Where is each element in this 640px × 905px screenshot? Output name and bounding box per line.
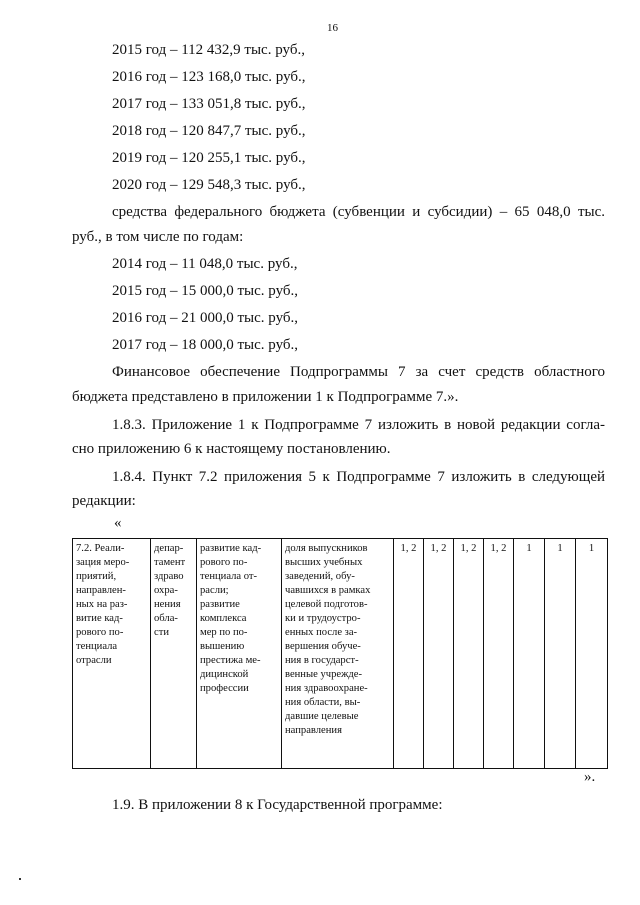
year-line-2018: 2018 год – 120 847,7 тыс. руб., <box>112 123 306 139</box>
value-cell: 1, 2 <box>394 539 424 769</box>
executor-cell: депар- тамент здраво охра- нения обла- сти <box>151 539 197 769</box>
fed-year-line-2017: 2017 год – 18 000,0 тыс. руб., <box>112 337 299 353</box>
stray-mark <box>19 878 21 880</box>
value-cell: 1, 2 <box>484 539 514 769</box>
opening-quote: « <box>114 515 122 531</box>
tasks-cell: развитие кад- рового по- тенциала от- расли; развитие комплекса мер по по- вышению престижа ме- дицинской профессии <box>197 539 282 769</box>
value-cell: 1, 2 <box>454 539 484 769</box>
fed-year-line-2014: 2014 год – 11 048,0 тыс. руб., <box>112 256 298 272</box>
value-cell: 1 <box>545 539 576 769</box>
year-line-2017: 2017 год – 133 051,8 тыс. руб., <box>112 96 306 112</box>
subprogram-table <box>72 538 608 769</box>
value-cell: 1 <box>576 539 608 769</box>
clause-1-8-4-line-2: редакции: <box>72 493 136 509</box>
clause-1-8-3-line: 1.8.3. Приложение 1 к Подпрограмме 7 изложить в новой редакции согла- <box>112 417 605 433</box>
finance-paragraph-line-2: бюджета представлено в приложении 1 к Подпрограмме 7.». <box>72 389 459 405</box>
federal-funds-line: средства федерального бюджета (субвенции и субсидии) – 65 048,0 тыс. <box>112 204 605 220</box>
finance-paragraph-line: Финансовое обеспечение Подпрограммы 7 за счет средств областного <box>112 364 605 380</box>
value-cell: 1 <box>514 539 545 769</box>
federal-funds-line-2: руб., в том числе по годам: <box>72 229 244 245</box>
fed-year-line-2016: 2016 год – 21 000,0 тыс. руб., <box>112 310 299 326</box>
measure-name-cell: 7.2. Реали- зация меро- приятий, направлен- ных на раз- витие кад- рового по- тенциала отрасли <box>73 539 151 769</box>
table-row <box>73 539 608 769</box>
year-line-2020: 2020 год – 129 548,3 тыс. руб., <box>112 177 306 193</box>
year-line-2015: 2015 год – 112 432,9 тыс. руб., <box>112 42 305 58</box>
clause-1-9-line: 1.9. В приложении 8 к Государственной программе: <box>112 797 443 813</box>
year-line-2019: 2019 год – 120 255,1 тыс. руб., <box>112 150 306 166</box>
clause-1-8-3-line-2: сно приложению 6 к настоящему постановлению. <box>72 441 391 457</box>
closing-quote: ». <box>584 769 596 785</box>
clause-1-8-4-line: 1.8.4. Пункт 7.2 приложения 5 к Подпрограмме 7 изложить в следующей <box>112 469 605 485</box>
year-line-2016: 2016 год – 123 168,0 тыс. руб., <box>112 69 306 85</box>
indicator-cell: доля выпускников высших учебных заведений, обу- чавшихся в рамках целевой подготов- ки и трудоустро- енных после за- вершения обуче- ния в государст- венные учрежде- ния здравоохране- ния области, вы- давшие целевые направления <box>282 539 394 769</box>
fed-year-line-2015: 2015 год – 15 000,0 тыс. руб., <box>112 283 299 299</box>
value-cell: 1, 2 <box>424 539 454 769</box>
page-number: 16 <box>327 22 338 34</box>
